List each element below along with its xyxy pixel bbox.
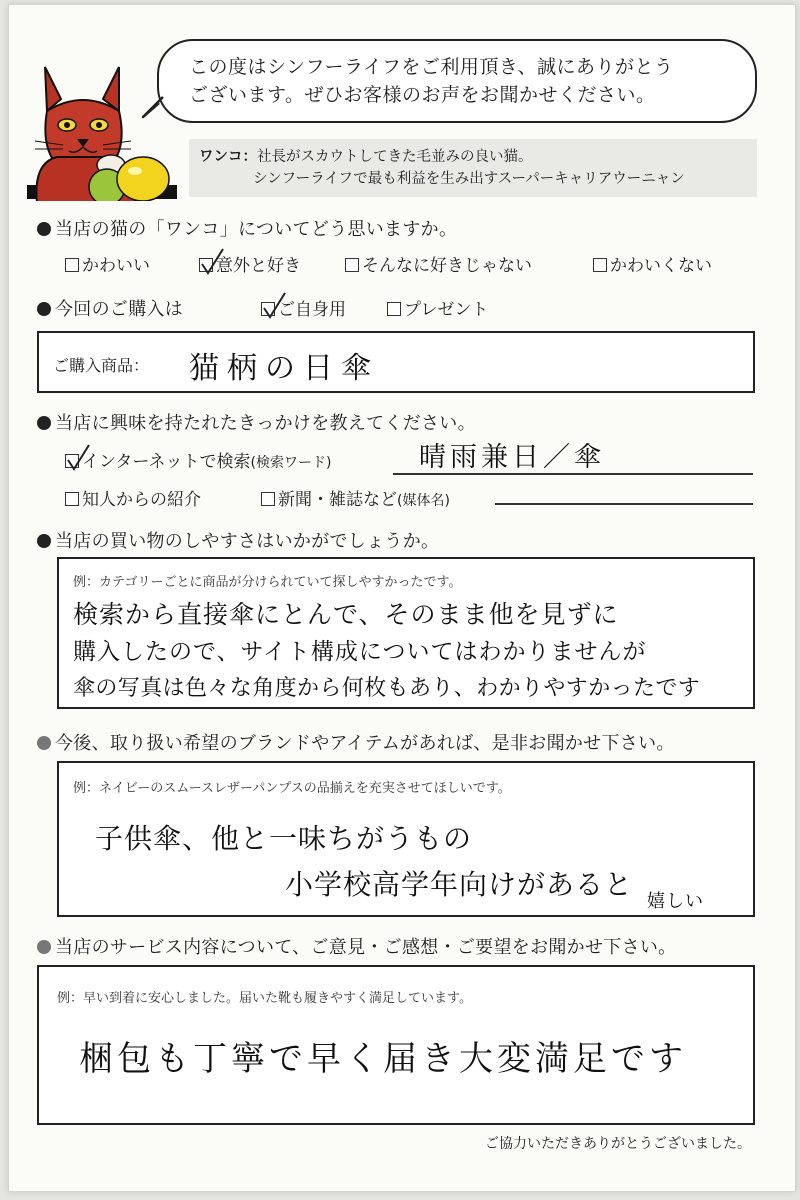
survey-card — [8, 4, 796, 1192]
option-label: ご自身用 — [278, 300, 346, 320]
answer-line-1: 検索から直接傘にとんで、そのまま他を見ずに — [73, 600, 619, 629]
checkbox[interactable] — [593, 258, 607, 272]
q1-option-not-so-much[interactable] — [345, 251, 532, 276]
answer-line-1: 子供傘、他と一味ちがうもの — [95, 822, 473, 855]
bullet-icon — [37, 736, 51, 750]
question-1-text: 当店の猫の「ワンコ」についてどう思いますか。 — [55, 219, 458, 240]
question-6 — [37, 933, 676, 959]
question-3-text: 当店に興味を持たれたきっかけを教えてください。 — [55, 413, 476, 434]
option-label: 新聞・雑誌など — [278, 490, 397, 510]
purchase-box — [37, 331, 755, 393]
q1-option-cute[interactable] — [65, 251, 150, 276]
option-label: かわいくない — [610, 256, 712, 276]
q2-option-gift[interactable] — [387, 295, 488, 320]
search-word-line — [393, 473, 753, 475]
footer-thanks: ご協力いただきありがとうございました。 — [485, 1136, 751, 1152]
answer-line-1: 梱包も丁寧で早く届き大変満足です — [79, 1039, 687, 1079]
option-label: そんなに好きじゃない — [362, 256, 532, 276]
q3-option-media[interactable] — [261, 485, 450, 510]
option-label: かわいい — [82, 256, 150, 276]
checkbox[interactable] — [65, 258, 79, 272]
option-label: 知人からの紹介 — [82, 490, 201, 510]
question-2-text: 今回のご購入は — [55, 299, 184, 320]
option-sublabel: (媒体名) — [397, 493, 450, 509]
option-sublabel: (検索ワード) — [250, 455, 332, 471]
checkmark-icon — [65, 443, 91, 473]
bubble-line-1: この度はシンフーライフをご利用頂き、誠にありがとう — [189, 56, 674, 78]
speech-bubble — [157, 39, 757, 123]
option-label: 意外と好き — [216, 256, 301, 276]
mascot-name: ワンコ — [199, 149, 243, 165]
bullet-icon — [37, 940, 51, 954]
bullet-icon — [37, 534, 51, 548]
question-4 — [37, 527, 439, 553]
bullet-icon — [37, 222, 51, 236]
q3-option-internet[interactable] — [65, 447, 331, 472]
answer-line-2: 小学校高学年向けがあると — [285, 868, 634, 901]
example-text: 例：ネイビーのスムースレザーパンプスの品揃えを充実させてほしいです。 — [73, 781, 511, 796]
q1-option-not-cute[interactable] — [593, 251, 712, 276]
checkbox-checked[interactable] — [65, 454, 79, 468]
checkmark-icon — [261, 291, 287, 321]
bubble-line-2: ございます。ぜひお客様のお声をお聞かせください。 — [189, 84, 656, 106]
question-4-text: 当店の買い物のしやすさはいかがでしょうか。 — [55, 531, 440, 552]
checkbox[interactable] — [65, 492, 79, 506]
example-text: 例：早い到着に安心しました。届いた靴も履きやすく満足しています。 — [57, 991, 472, 1006]
answer-box-q6[interactable] — [37, 965, 755, 1125]
profile-colon: ： — [242, 149, 257, 165]
purchase-label: ご購入商品： — [53, 356, 150, 375]
option-label: プレゼント — [404, 300, 489, 320]
answer-box-q5[interactable] — [57, 761, 755, 917]
bullet-icon — [37, 302, 51, 316]
question-3 — [37, 409, 476, 435]
answer-box-q4[interactable] — [57, 557, 755, 709]
purchase-value[interactable]: 猫柄の日傘 — [189, 351, 379, 386]
q1-option-surprisingly-like[interactable] — [199, 251, 301, 276]
checkbox[interactable] — [345, 258, 359, 272]
question-2 — [37, 295, 183, 321]
bullet-icon — [37, 416, 51, 430]
search-word-answer[interactable]: 晴雨兼日／傘 — [419, 442, 605, 473]
answer-line-3: 傘の写真は色々な角度から何枚もあり、わかりやすかったです — [73, 676, 701, 701]
checkbox[interactable] — [387, 302, 401, 316]
checkbox-checked[interactable] — [199, 258, 213, 272]
option-label: インターネットで検索 — [82, 452, 251, 472]
q3-option-friend[interactable] — [65, 485, 201, 510]
question-1 — [37, 215, 457, 241]
q2-option-self[interactable] — [261, 295, 346, 320]
cat-mascot-illustration — [27, 53, 177, 201]
mascot-description: 社長がスカウトしてきた毛並みの良い猫。 — [257, 149, 533, 165]
mascot-description-2: シンフーライフで最も利益を生み出すスーパーキャリアウーニャン — [253, 171, 685, 187]
answer-line-3: 嬉しい — [647, 891, 704, 912]
checkmark-icon — [199, 247, 225, 277]
answer-line-2: 購入したので、サイト構成についてはわかりませんが — [73, 639, 647, 665]
checkbox-checked[interactable] — [261, 302, 275, 316]
checkbox[interactable] — [261, 492, 275, 506]
example-text: 例：カテゴリーごとに商品が分けられていて探しやすかったです。 — [73, 575, 462, 590]
question-6-text: 当店のサービス内容について、ご意見・ご感想・ご要望をお聞かせ下さい。 — [55, 937, 677, 958]
question-5-text: 今後、取り扱い希望のブランドやアイテムがあれば、是非お聞かせ下さい。 — [55, 733, 675, 754]
bubble-tail — [141, 95, 165, 119]
media-name-line — [495, 503, 753, 505]
mascot-profile — [189, 139, 757, 197]
question-5 — [37, 729, 675, 755]
